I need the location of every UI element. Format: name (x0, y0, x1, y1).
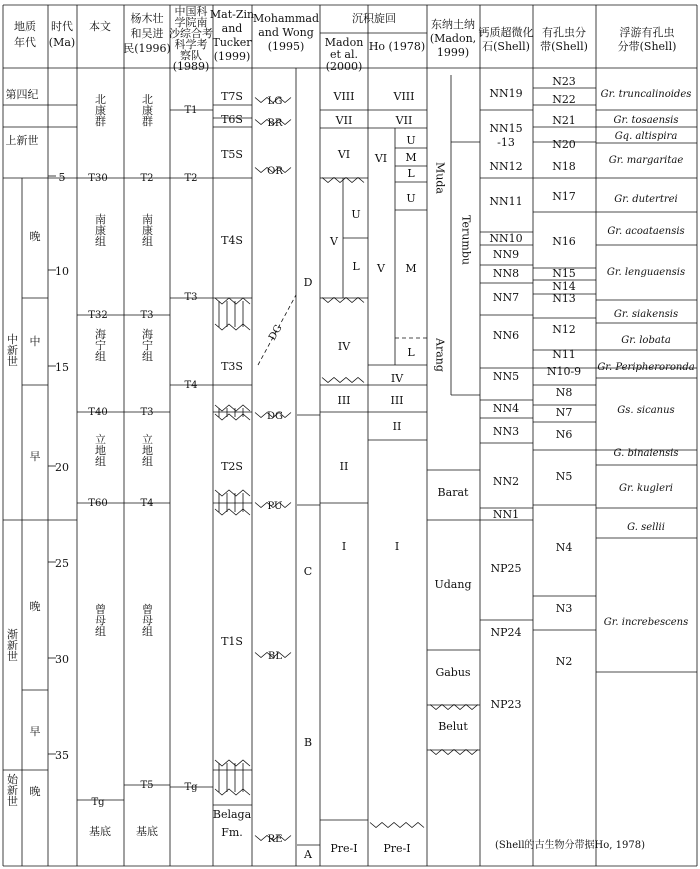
era-header: 年代 (14, 36, 36, 49)
mohammad-horizon: LG (267, 96, 283, 107)
cas-horizon: Tg (184, 782, 198, 793)
age-tick-label: 25 (55, 557, 69, 570)
age-tick-label: 30 (55, 653, 69, 666)
age-tick-label: 35 (55, 749, 69, 762)
matzin-unit: T2S (221, 460, 243, 473)
mohammad-unit: C (303, 565, 313, 578)
miocene-early: 早 (29, 450, 41, 463)
ho-cycle: L (407, 346, 415, 359)
yang-horizon: T4 (140, 498, 154, 509)
nanno-header: 钙质超微化 (478, 26, 534, 39)
ho-unconformity (370, 823, 424, 828)
mohammad-horizon: RE (267, 834, 283, 845)
dongna-unit: Terumbu (459, 215, 473, 265)
nanno-zone: NP25 (490, 562, 522, 575)
yang-unit: 南康组 (140, 213, 154, 247)
cas-horizon: T3 (184, 292, 198, 303)
foram-zone: N5 (555, 470, 573, 483)
era-pliocene: 上新世 (5, 134, 39, 147)
dongna-unit: Udang (434, 578, 472, 591)
nanno-zone: NN11 (489, 195, 523, 208)
cas-horizon: T1 (184, 105, 198, 116)
era-header: 地质 (14, 20, 36, 33)
yang-horizon: T5 (140, 780, 154, 791)
planktic-zone: Gr. siakensis (613, 309, 679, 320)
mohammad-horizon: BL (268, 651, 282, 662)
madon-cycle: VII (335, 114, 353, 127)
planktic-zone: Gr. margaritae (608, 155, 684, 166)
nanno-zone: -13 (497, 136, 515, 149)
foram-zone: N6 (555, 428, 573, 441)
foram-zone: N15 (552, 267, 576, 280)
yang-horizon: T2 (140, 173, 154, 184)
cycles-header: 沉积旋回 (352, 12, 396, 25)
ho-cycle: U (406, 134, 416, 147)
madon-cycle: IV (337, 340, 351, 353)
yang-header: 民(1996) (123, 42, 171, 55)
madon-cycle: II (339, 460, 349, 473)
foram-zone: N12 (552, 323, 576, 336)
ho-cycle: II (392, 420, 402, 433)
oligocene-early: 早 (29, 725, 41, 738)
matzin-unit: T1S (221, 635, 243, 648)
matzin-unit: Fm. (221, 826, 243, 839)
matzin-header: Tucker (212, 36, 252, 49)
ho-cycle: III (390, 394, 404, 407)
foram-zone: N23 (552, 75, 576, 88)
nanno-zone: NP23 (490, 698, 522, 711)
planktic-zone: Gs. sicanus (617, 405, 675, 416)
dongna-header: 1999) (436, 46, 470, 59)
planktic-zone: Gq. altispira (614, 131, 678, 142)
dongna-unit: Barat (437, 486, 469, 499)
ho-header: Ho (1978) (368, 40, 426, 53)
planktic-zone: Gr. kugleri (618, 483, 674, 494)
matzin-unit: T3S (221, 360, 243, 373)
matzin-header: and (221, 22, 243, 35)
nanno-header: 石(Shell) (482, 40, 530, 53)
nanno-zone: NN15 (489, 122, 523, 135)
foram-zone: N18 (552, 160, 576, 173)
era-miocene: 中新世 (5, 333, 19, 367)
mohammad-unit: A (304, 848, 312, 861)
dongna-unit: Muda (433, 162, 447, 194)
planktic-zone: Gr. truncalinoides (600, 89, 692, 100)
mohammad-unit: B (303, 736, 313, 749)
yang-header: 和吴进 (130, 27, 164, 40)
planktic-zone: Gr. tosaensis (613, 115, 679, 126)
ho-cycle: VII (395, 114, 413, 127)
planktic-zone: Gr. dutertrei (614, 194, 678, 205)
this-paper-horizon: T30 (88, 173, 108, 184)
cas-header: 沙综合考 (169, 27, 213, 40)
ho-cycle: Pre-I (383, 842, 411, 855)
mohammad-header: (1995) (267, 40, 305, 53)
foram-header: 带(Shell) (540, 40, 588, 53)
nanno-zone: NN5 (492, 370, 520, 383)
chart-lines (3, 5, 697, 866)
nanno-zone: NN19 (489, 87, 523, 100)
yang-unit: 曾母组 (140, 603, 154, 637)
ho-cycle: VIII (393, 90, 415, 103)
foram-zone: N8 (555, 386, 573, 399)
planktic-header: 分带(Shell) (617, 40, 677, 53)
matzin-unit: T7S (221, 90, 243, 103)
foram-zone: N4 (555, 541, 573, 554)
this-paper-unit: 曾母组 (93, 603, 107, 637)
yang-unit: 海宁组 (140, 328, 154, 362)
ho-cycle: M (405, 151, 417, 164)
ho-cycle: I (394, 540, 400, 553)
zigzag-hatch (215, 789, 250, 795)
dongna-unit: Gabus (435, 666, 471, 679)
yang-unit: 立地组 (140, 433, 154, 467)
age-tick-label: 10 (55, 265, 69, 278)
ho-cycle: V (377, 262, 385, 275)
matzin-unit: T5S (221, 148, 243, 161)
dongna-unit: Arang (433, 338, 447, 372)
mohammad-horizon: PU (267, 501, 283, 512)
madon-cycle: V (330, 235, 338, 248)
mohammad-horizon: OR (267, 166, 283, 177)
this-paper-header: 本文 (89, 20, 111, 33)
mohammad-header: and Wong (258, 26, 314, 39)
foram-zone: N14 (552, 280, 576, 293)
nanno-zone: NN6 (492, 329, 520, 342)
dongna-header: (Madon, (429, 32, 477, 45)
madon-cycle: VI (337, 148, 351, 161)
foram-zone: N20 (552, 138, 576, 151)
chart-texts (6, 4, 695, 861)
cas-horizon: T4 (184, 380, 198, 391)
this-paper-unit: 海宁组 (93, 328, 107, 362)
cas-header: 中国科 (174, 5, 208, 18)
age-tick-label: 5 (58, 171, 66, 184)
foram-zone: N10-9 (546, 365, 582, 378)
madon-cycle: I (341, 540, 347, 553)
zigzag-hatch (215, 760, 250, 766)
mohammad-unit: D (303, 276, 313, 289)
nanno-zone: NN3 (492, 425, 520, 438)
planktic-zone: Gr. acoataensis (607, 226, 685, 237)
madon-cycle: L (352, 260, 360, 273)
mohammad-header: Mohammad (253, 12, 319, 25)
nanno-zone: NN4 (492, 402, 520, 415)
age-header: (Ma) (48, 36, 76, 49)
ho-cycle: M (405, 262, 417, 275)
planktic-zone: Gr. lobata (621, 335, 671, 346)
nanno-zone: NN9 (492, 248, 520, 261)
nanno-zone: NN1 (492, 508, 520, 521)
nanno-zone: NP24 (490, 626, 522, 639)
foram-zone: N16 (552, 235, 576, 248)
zigzag-hatch (215, 298, 250, 304)
shell-source-note: (Shell的古生物分带据Ho, 1978) (495, 840, 645, 851)
cas-header: 科学考 (174, 38, 208, 51)
nanno-zone: NN2 (492, 475, 520, 488)
ho-cycle: L (407, 167, 415, 180)
oligocene-late: 晚 (29, 600, 41, 613)
age-tick-label: 15 (55, 361, 69, 374)
madon-cycle: U (351, 208, 361, 221)
this-paper-horizon: T32 (88, 310, 108, 321)
this-paper-unit: 南康组 (93, 213, 107, 247)
this-paper-horizon: T60 (88, 498, 108, 509)
zigzag-hatch (215, 490, 250, 496)
foram-zone: N21 (552, 114, 576, 127)
era-quaternary: 第四纪 (5, 88, 39, 101)
ho-cycle: U (406, 192, 416, 205)
age-header: 时代 (51, 20, 73, 33)
nanno-zone: NN12 (489, 160, 523, 173)
yang-header: 杨木壮 (130, 12, 164, 25)
foram-zone: N17 (552, 190, 576, 203)
yang-unit: 基底 (136, 825, 158, 838)
zigzag-hatch (215, 324, 250, 330)
foram-zone: N7 (555, 406, 573, 419)
matzin-header: Mat-Zin (209, 8, 255, 21)
nanno-zone: NN8 (492, 267, 520, 280)
this-paper-horizon: Tg (91, 797, 105, 808)
this-paper-unit: 北康群 (93, 93, 107, 127)
matzin-unit: T4S (221, 234, 243, 247)
ho-cycle: IV (390, 372, 404, 385)
matzin-header: (1999) (213, 50, 251, 63)
era-eocene: 始新世 (5, 773, 19, 807)
madon-cycle: VIII (333, 90, 355, 103)
zigzag-hatch (215, 509, 250, 515)
this-paper-unit: 立地组 (93, 433, 107, 467)
this-paper-unit: 基底 (89, 825, 111, 838)
madon-cycle: III (337, 394, 351, 407)
cas-header: 察队 (180, 49, 202, 62)
zigzag-hatch (215, 414, 250, 420)
madon-unconformity (322, 378, 364, 383)
this-paper-horizon: T40 (88, 407, 108, 418)
foram-zone: N13 (552, 292, 576, 305)
foram-zone: N11 (552, 348, 576, 361)
dongna-header: 东纳土纳 (431, 18, 475, 31)
yang-horizon: T3 (140, 310, 154, 321)
planktic-header: 浮游有孔虫 (619, 26, 675, 39)
mohammad-horizon: BR (267, 118, 283, 129)
miocene-late: 晚 (29, 230, 41, 243)
ho-cycle: VI (374, 152, 388, 165)
mohammad-horizon: DG (267, 323, 285, 343)
nanno-zone: NN7 (492, 291, 520, 304)
madon-header: Madon (324, 36, 364, 49)
matzin-unit: T6S (221, 113, 243, 126)
matzin-unit: Belaga (212, 808, 252, 821)
cas-horizon: T2 (184, 173, 198, 184)
planktic-zone: G. binaiensis (613, 448, 679, 459)
era-oligocene: 渐新世 (5, 628, 19, 662)
mohammad-horizon: DG (266, 411, 284, 422)
planktic-zone: Gr. Peripheroronda (597, 362, 695, 373)
foram-zone: N22 (552, 93, 576, 106)
foram-header: 有孔虫分 (542, 26, 586, 39)
nanno-zone: NN10 (489, 232, 523, 245)
planktic-zone: Gr. lenguaensis (606, 267, 686, 278)
planktic-zone: G. sellii (627, 522, 665, 533)
eocene-late: 晚 (29, 785, 41, 798)
cas-header: (1989) (172, 60, 210, 73)
madon-header: et al. (330, 48, 358, 61)
planktic-zone: Gr. increbescens (603, 617, 689, 628)
madon-header: (2000) (325, 60, 363, 73)
cas-header: 学院南 (174, 16, 208, 29)
miocene-middle: 中 (29, 335, 41, 348)
foram-zone: N3 (555, 602, 573, 615)
foram-zone: N2 (555, 655, 573, 668)
dongna-unit: Belut (438, 720, 468, 733)
yang-horizon: T3 (140, 407, 154, 418)
age-tick-label: 20 (55, 461, 69, 474)
zigzag-hatch (215, 405, 250, 411)
yang-unit: 北康群 (140, 93, 154, 127)
madon-cycle: Pre-I (330, 842, 358, 855)
